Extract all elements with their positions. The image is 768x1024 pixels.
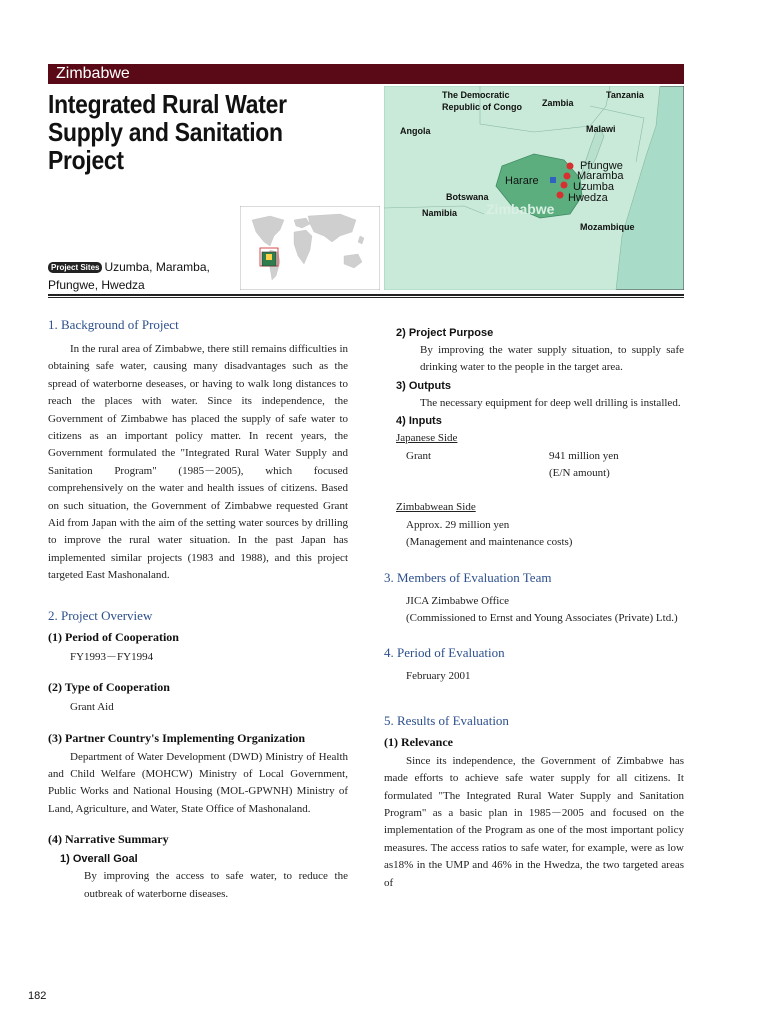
section-1-heading: 1. Background of Project (48, 317, 179, 332)
project-sites-badge: Project Sites (48, 262, 102, 273)
type-heading: (2) Type of Cooperation (48, 680, 170, 695)
organization-body: Department of Water Development (DWD) Ministry of Health and Child Welfare (MOHCW) Ministry of Local Government, Public Works and National Housing (MOL-GPWNH) Ministry of Land, Agriculture, and Water, State Office of Mashonaland. (48, 750, 348, 815)
period-heading: (1) Period of Cooperation (48, 629, 179, 644)
japanese-side-label: Japanese Side (396, 432, 458, 445)
zimbabwean-side-label: Zimbabwean Side (396, 501, 476, 514)
country-banner (48, 64, 684, 84)
right-column (384, 324, 684, 892)
grant-note: (E/N amount) (549, 467, 610, 480)
map-label-zambia: Zambia (542, 98, 574, 108)
map-site-uzumba: Uzumba (573, 181, 614, 193)
period-value: FY1993－FY1994 (70, 650, 154, 663)
regional-map (384, 86, 684, 290)
project-sites-line-1: Uzumba, Maramba, (104, 260, 210, 274)
grant-row (384, 448, 684, 465)
project-purpose-heading: 2) Project Purpose (396, 327, 494, 339)
outputs-body: The necessary equipment for deep well drilling is installed. (420, 396, 681, 409)
title-line-2: Supply and Sanitation (48, 117, 283, 147)
project-purpose-body: By improving the water supply situation, to supply safe drinking water to the people in the target area. (420, 344, 684, 374)
relevance-body: Since its independence, the Government of Zimbabwe has made efforts to achieve safe water supply for all citizens. It formulated "The Integrated Rural Water Supply and Sanitation Program" as a basic plan in 1985－2005 and focused on the implementation of the Program as one of the most important policy measures. The access ratios to safe water, for example, were as low as18% in the UMP and 46% in the Hwedza, the two targeted areas of (384, 754, 684, 889)
map-label-namibia: Namibia (422, 208, 458, 218)
section-3-heading: 3. Members of Evaluation Team (384, 569, 552, 585)
map-label-zimbabwe: Zimbabwe (486, 201, 555, 217)
grant-label: Grant (406, 449, 432, 462)
zimbabwean-side-note: (Management and maintenance costs) (406, 536, 573, 549)
narrative-heading: (4) Narrative Summary (48, 832, 169, 847)
project-sites (48, 258, 268, 294)
organization-heading: (3) Partner Country's Implementing Organization (48, 730, 306, 745)
section-2-heading: 2. Project Overview (48, 607, 153, 623)
zimbabwean-side-value: Approx. 29 million yen (406, 518, 510, 531)
map-label-tanzania: Tanzania (606, 90, 644, 100)
map-label-mozambique: Mozambique (580, 222, 635, 232)
title-line-1: Integrated Rural Water (48, 89, 287, 119)
section-1-body: In the rural area of Zimbabwe, there still remains difficulties in obtaining safe water, causing many disadvantages such as the spread of waterborne deseases, or having to walk long distances to reach the places with water. Since its independence, the Government of Zimbabwe has placed the supply of safe water to citizens as an important policy matter. In recent years, the Government formulated the "Integrated Rural Water Supply and Sanitation Program" (1985－2005), which focused comprehensively on the water and health issues of citizens. Based on such situation, the Government of Zimbabwe requested Grant Aid from Japan with the aim of the setting water sources by drilling to improve the rural water situation. In the past Japan has implemented similar projects (1983 and 1988), and this project targeted East Mashonaland. (48, 343, 348, 582)
header-rule (48, 294, 684, 296)
team-line-1: JICA Zimbabwe Office (406, 594, 510, 607)
country-label: Zimbabwe (56, 65, 130, 82)
map-label-harare: Harare (505, 175, 539, 187)
overall-goal-body: By improving the access to safe water, to reduce the outbreak of waterborne diseases. (84, 870, 348, 900)
map-site-pfungwe: Pfungwe (580, 160, 623, 172)
grant-value: 941 million yen (549, 449, 619, 462)
map-site-hwedza: Hwedza (568, 192, 608, 204)
map-site-maramba: Maramba (577, 170, 624, 182)
inputs-heading: 4) Inputs (396, 415, 442, 428)
evaluation-period-value: February 2001 (406, 670, 471, 683)
left-column (48, 316, 348, 903)
overall-goal-heading: 1) Overall Goal (60, 853, 138, 866)
map-label-drc-1: The Democratic (442, 90, 510, 100)
project-sites-line-2: Pfungwe, Hwedza (48, 278, 145, 292)
type-value: Grant Aid (70, 701, 114, 714)
map-label-angola: Angola (400, 126, 431, 136)
title-line-3: Project (48, 145, 124, 175)
page-title (48, 90, 338, 174)
map-label-botswana: Botswana (446, 192, 489, 202)
page-number: 182 (28, 990, 47, 1002)
map-label-malawi: Malawi (586, 124, 616, 134)
outputs-heading: 3) Outputs (396, 379, 451, 392)
header-rule-thin (48, 297, 684, 298)
section-5-heading: 5. Results of Evaluation (384, 712, 509, 728)
section-4-heading: 4. Period of Evaluation (384, 645, 505, 661)
map-label-drc-2: Republic of Congo (442, 102, 522, 112)
relevance-heading: (1) Relevance (384, 734, 453, 749)
team-line-2: (Commissioned to Ernst and Young Associates (Private) Ltd.) (406, 612, 678, 625)
